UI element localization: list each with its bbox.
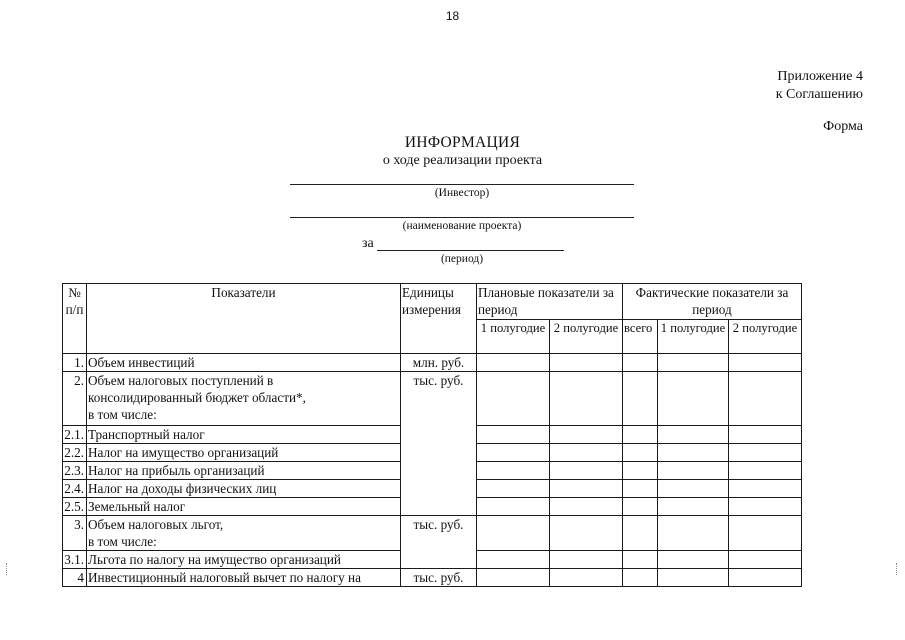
value-cell xyxy=(550,498,623,516)
investor-fill-line xyxy=(290,184,634,185)
table-row xyxy=(63,516,802,551)
value-cell xyxy=(729,516,802,551)
value-cell xyxy=(550,480,623,498)
period-prefix: за xyxy=(362,236,374,251)
row-label: Налог на доходы физических лиц xyxy=(87,480,401,498)
value-cell xyxy=(729,372,802,426)
value-cell xyxy=(550,372,623,426)
value-cell xyxy=(550,516,623,551)
form-label: Форма xyxy=(823,119,863,134)
value-cell xyxy=(729,480,802,498)
value-cell xyxy=(477,444,550,462)
row-label: Налог на прибыль организаций xyxy=(87,462,401,480)
value-cell xyxy=(729,444,802,462)
value-cell xyxy=(623,372,658,426)
row-label: Земельный налог xyxy=(87,498,401,516)
row-label-line: в том числе: xyxy=(88,407,157,422)
row-unit: тыс. руб. xyxy=(401,569,477,587)
header-actual-h1: 1 полугодие xyxy=(658,320,729,354)
value-cell xyxy=(729,462,802,480)
row-number: 4 xyxy=(63,569,87,587)
value-cell xyxy=(729,498,802,516)
row-label: Налог на имущество организаций xyxy=(87,444,401,462)
row-label-line: Объем налоговых поступлений в xyxy=(88,373,274,388)
value-cell xyxy=(623,462,658,480)
table-row xyxy=(63,372,802,426)
value-cell xyxy=(729,569,802,587)
value-cell xyxy=(729,426,802,444)
value-cell xyxy=(658,516,729,551)
table-row xyxy=(63,569,802,587)
value-cell xyxy=(729,354,802,372)
header-planned: Плановые показатели за период xyxy=(477,284,623,320)
row-unit: млн. руб. xyxy=(401,354,477,372)
value-cell xyxy=(623,516,658,551)
value-cell xyxy=(550,444,623,462)
header-indicators: Показатели xyxy=(87,284,401,354)
investor-caption: (Инвестор) xyxy=(434,187,490,199)
row-number: 2.1. xyxy=(63,426,87,444)
row-number: 3. xyxy=(63,516,87,551)
row-label: Объем инвестиций xyxy=(87,354,401,372)
value-cell xyxy=(658,354,729,372)
row-label-line: консолидированный бюджет области*, xyxy=(88,390,306,405)
value-cell xyxy=(477,569,550,587)
value-cell xyxy=(658,480,729,498)
row-number: 2.2. xyxy=(63,444,87,462)
document-subtitle: о ходе реализации проекта xyxy=(382,153,543,168)
header-actual: Фактические показатели за период xyxy=(623,284,802,320)
value-cell xyxy=(477,354,550,372)
value-cell xyxy=(623,426,658,444)
value-cell xyxy=(658,372,729,426)
header-number: № п/п xyxy=(63,284,87,354)
row-number: 1. xyxy=(63,354,87,372)
period-caption: (период) xyxy=(440,253,484,265)
value-cell xyxy=(477,372,550,426)
value-cell xyxy=(729,551,802,569)
value-cell xyxy=(550,569,623,587)
value-cell xyxy=(623,354,658,372)
value-cell xyxy=(477,462,550,480)
value-cell xyxy=(658,551,729,569)
header-planned-h1: 1 полугодие xyxy=(477,320,550,354)
value-cell xyxy=(623,569,658,587)
appendix-line-2: к Соглашению xyxy=(775,87,863,102)
row-number: 2.4. xyxy=(63,480,87,498)
value-cell xyxy=(658,498,729,516)
project-info-table xyxy=(62,283,802,587)
scan-edge-mark-left xyxy=(6,563,9,575)
value-cell xyxy=(477,516,550,551)
page-number: 18 xyxy=(445,9,460,23)
header-actual-h2: 2 полугодие xyxy=(729,320,802,354)
row-label-line: Объем налоговых льгот, xyxy=(88,517,224,532)
header-actual-total: всего xyxy=(623,320,658,354)
table-row xyxy=(63,354,802,372)
header-planned-h2: 2 полугодие xyxy=(550,320,623,354)
row-label: Инвестиционный налоговый вычет по налогу на xyxy=(87,569,401,587)
row-label-line: в том числе: xyxy=(88,534,157,549)
value-cell xyxy=(550,462,623,480)
value-cell xyxy=(550,354,623,372)
project-fill-line xyxy=(290,217,634,218)
value-cell xyxy=(623,444,658,462)
value-cell xyxy=(658,444,729,462)
value-cell xyxy=(477,426,550,444)
row-label: Транспортный налог xyxy=(87,426,401,444)
value-cell xyxy=(477,480,550,498)
appendix-line-1: Приложение 4 xyxy=(777,69,863,84)
appendix-reference xyxy=(776,68,863,104)
header-units: Единицы измерения xyxy=(401,284,477,354)
row-unit: тыс. руб. xyxy=(401,516,477,569)
row-label: Льгота по налогу на имущество организаций xyxy=(87,551,401,569)
row-number: 3.1. xyxy=(63,551,87,569)
document-title: ИНФОРМАЦИЯ xyxy=(404,134,521,151)
value-cell xyxy=(658,462,729,480)
row-number: 2. xyxy=(63,372,87,426)
row-number: 2.3. xyxy=(63,462,87,480)
value-cell xyxy=(623,498,658,516)
value-cell xyxy=(477,551,550,569)
value-cell xyxy=(623,480,658,498)
period-fill-line xyxy=(377,250,564,251)
value-cell xyxy=(658,569,729,587)
row-unit: тыс. руб. xyxy=(401,372,477,516)
project-caption: (наименование проекта) xyxy=(402,220,522,232)
row-label xyxy=(87,372,401,426)
scan-edge-mark-right xyxy=(896,563,899,575)
row-number: 2.5. xyxy=(63,498,87,516)
value-cell xyxy=(658,426,729,444)
value-cell xyxy=(477,498,550,516)
value-cell xyxy=(550,426,623,444)
value-cell xyxy=(550,551,623,569)
row-label xyxy=(87,516,401,551)
value-cell xyxy=(623,551,658,569)
